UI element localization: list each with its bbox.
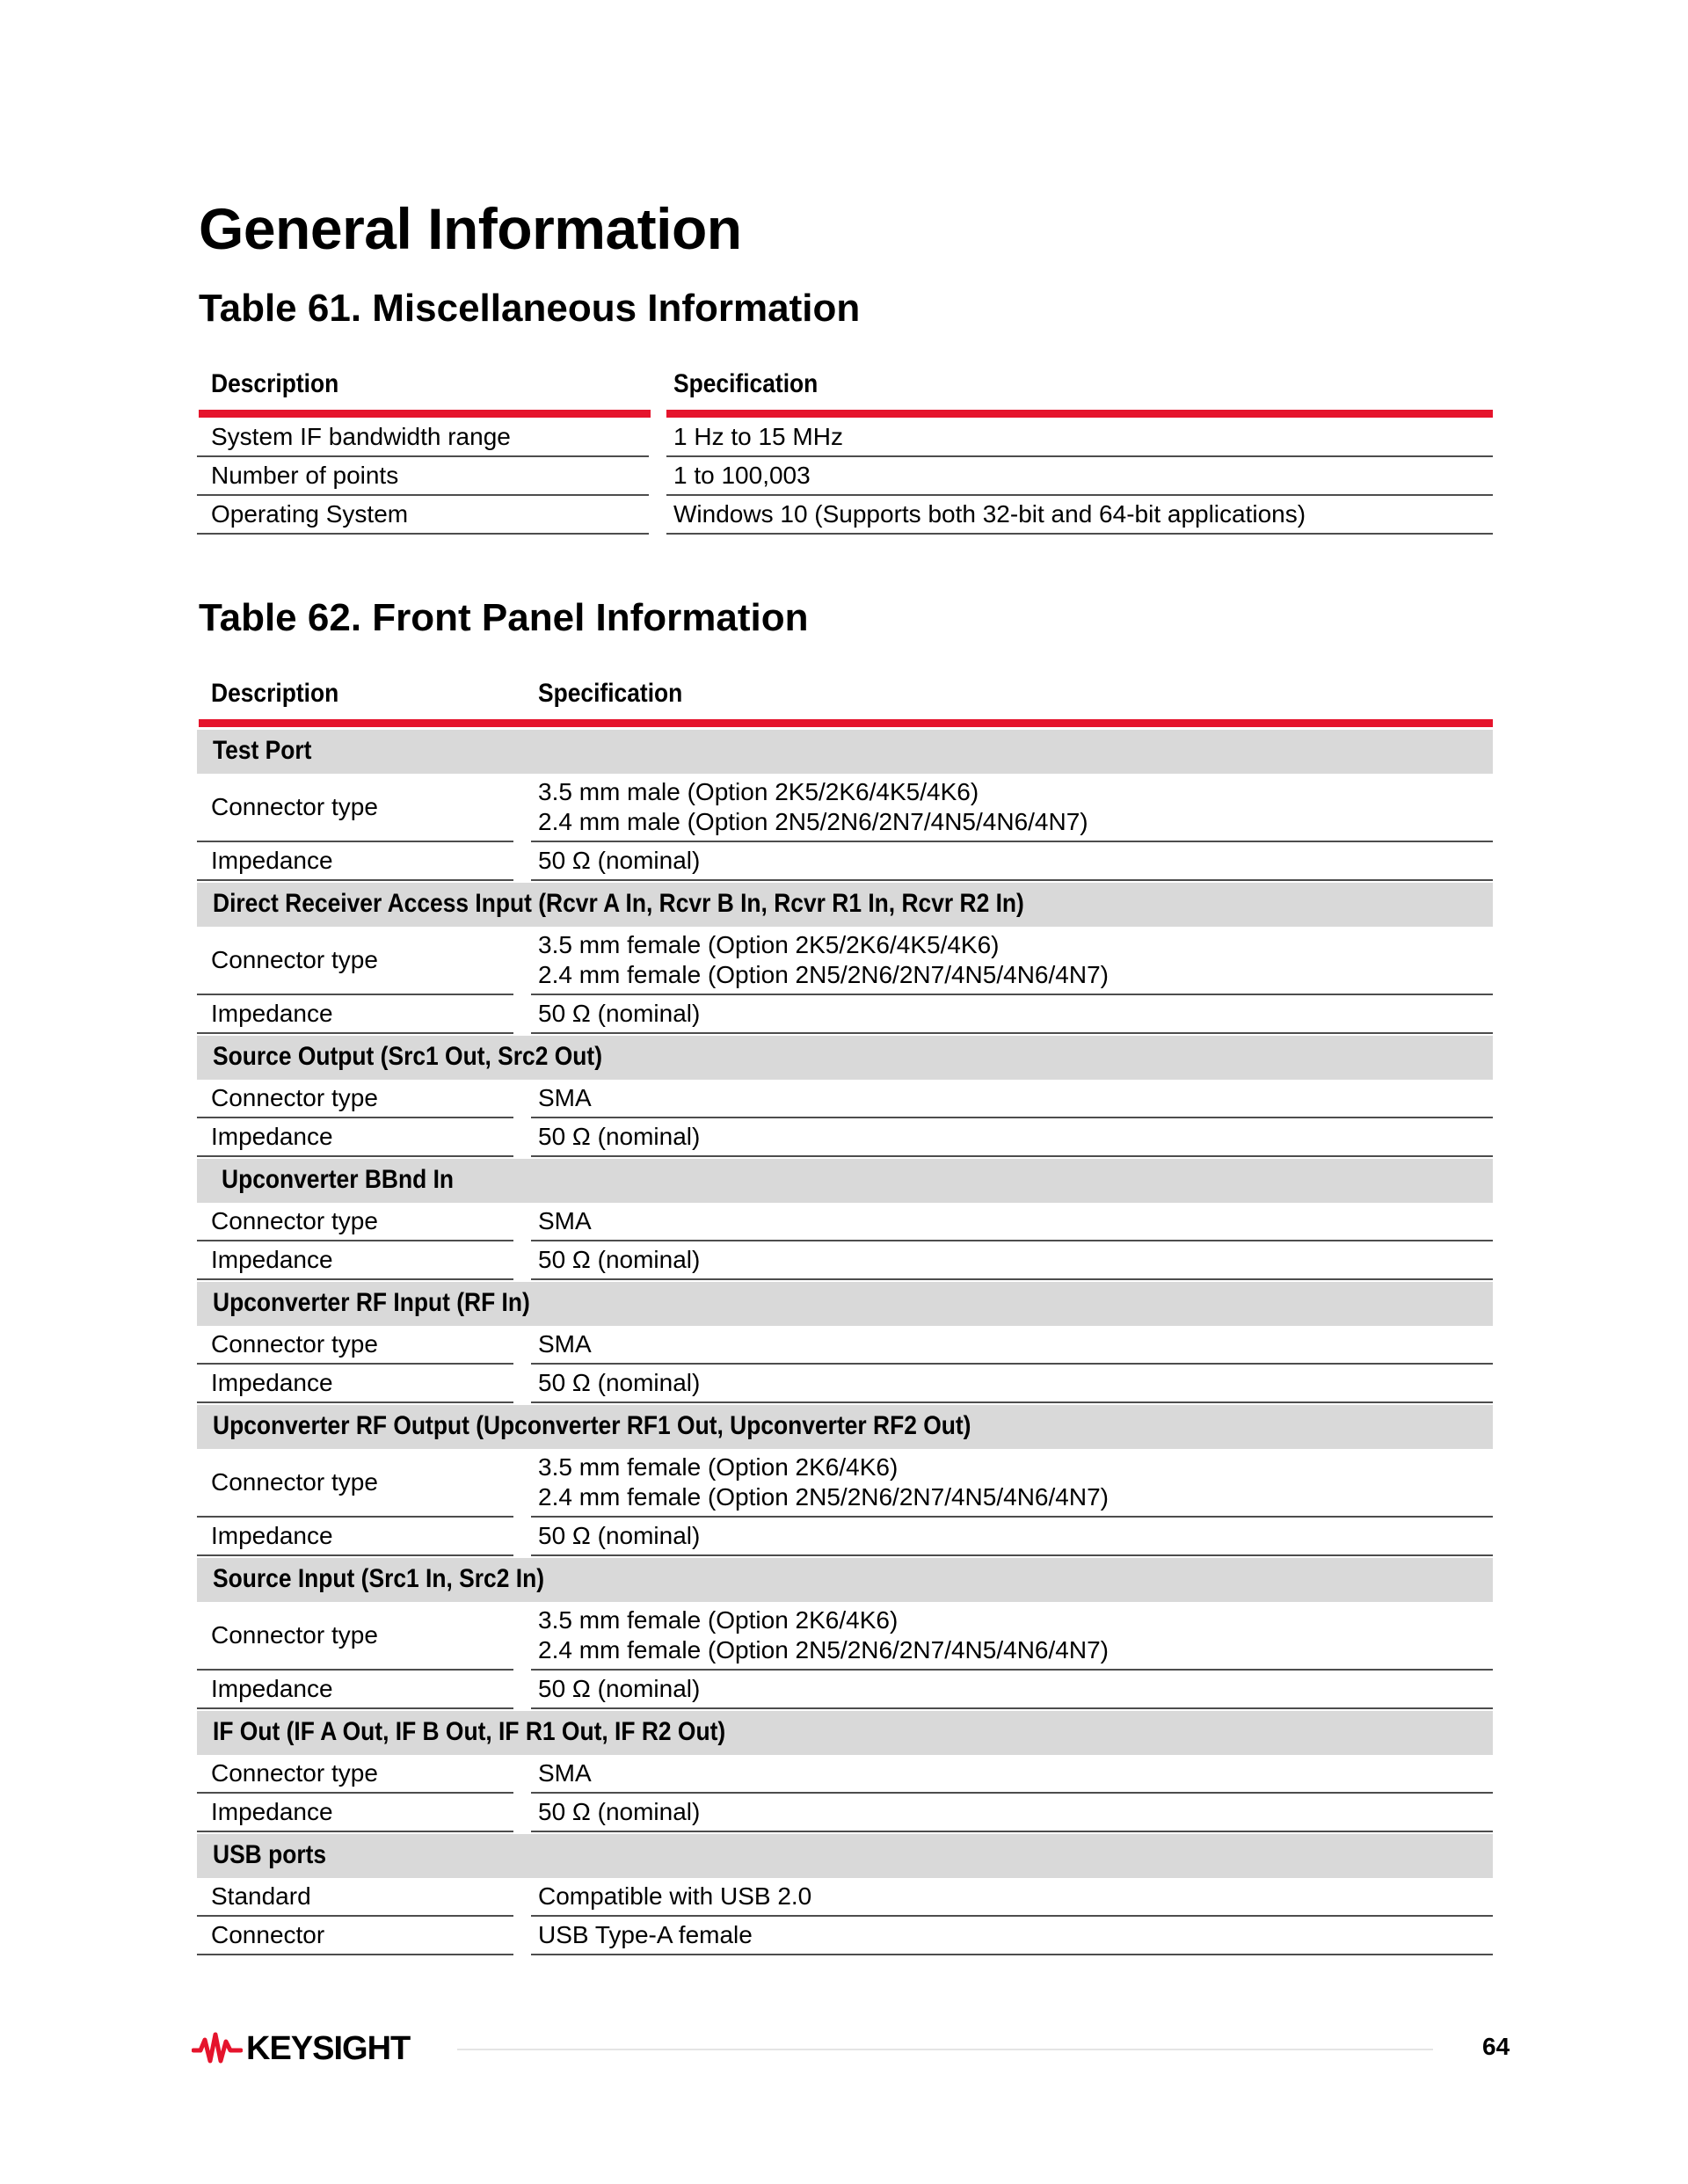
section-title: Upconverter RF Output (Upconverter RF1 Out, Upconverter RF2 Out) [213, 1411, 971, 1440]
keysight-logo [192, 2022, 410, 2075]
row-specification-cell [531, 1602, 1493, 1671]
row-description-cell [197, 1365, 513, 1403]
page-number: 64 [1482, 2033, 1510, 2060]
row-description: Impedance [211, 1369, 333, 1396]
header-description: Description [211, 369, 339, 398]
row-description: Impedance [211, 1798, 333, 1825]
row-description: Connector type [211, 1084, 378, 1111]
row-specification-cell [666, 419, 1493, 457]
section-title: USB ports [213, 1840, 327, 1869]
row-description-cell [197, 1878, 513, 1917]
row-description-cell [197, 1602, 513, 1671]
section-header [197, 1558, 1493, 1602]
section-title: Source Input (Src1 In, Src2 In) [213, 1564, 545, 1593]
table-row [197, 1794, 1493, 1832]
table-row [197, 1518, 1493, 1556]
table-row [197, 1449, 1493, 1518]
section-title: Source Output (Src1 Out, Src2 Out) [213, 1042, 602, 1071]
section-header [197, 1834, 1493, 1878]
row-specification-cell [666, 457, 1493, 496]
row-description: Connector type [211, 1468, 378, 1496]
section-title: Upconverter RF Input (RF In) [213, 1288, 530, 1317]
section-title: Test Port [213, 736, 312, 765]
row-description: Number of points [211, 462, 399, 489]
row-description-cell [197, 1917, 513, 1955]
section-header [197, 1711, 1493, 1755]
table-row [197, 1878, 1493, 1917]
row-description-cell [197, 1671, 513, 1709]
section-header [197, 730, 1493, 774]
row-specification-line-2: 2.4 mm female (Option 2N5/2N6/2N7/4N5/4N6/4N7) [538, 1483, 1109, 1511]
row-description-cell [197, 995, 513, 1034]
table-row [197, 1671, 1493, 1709]
row-specification-cell [531, 1241, 1493, 1280]
table-row [197, 1602, 1493, 1671]
header-rule [199, 719, 1493, 727]
row-description-cell [197, 927, 513, 995]
row-specification-cell [531, 1203, 1493, 1241]
row-specification: SMA [538, 1759, 592, 1787]
row-description-cell [197, 496, 649, 535]
table-row [197, 419, 1493, 457]
row-specification-cell [666, 496, 1493, 535]
row-description: Operating System [211, 500, 409, 528]
table-row [197, 1755, 1493, 1794]
row-specification-line-2: 2.4 mm male (Option 2N5/2N6/2N7/4N5/4N6/4N7) [538, 808, 1088, 835]
row-specification: 50 Ω (nominal) [538, 1369, 701, 1396]
table-row [197, 1203, 1493, 1241]
row-specification: 1 to 100,003 [673, 462, 811, 489]
section-header [197, 1036, 1493, 1080]
row-description: Impedance [211, 1000, 333, 1027]
keysight-wave-icon [192, 2031, 243, 2066]
table-61-header [197, 364, 1493, 410]
row-specification-cell [531, 1917, 1493, 1955]
table-row [197, 1241, 1493, 1280]
row-description-cell [197, 1203, 513, 1241]
row-specification: 3.5 mm male (Option 2K5/2K6/4K5/4K6) [538, 778, 979, 805]
row-description: Impedance [211, 847, 333, 874]
section-title: IF Out (IF A Out, IF B Out, IF R1 Out, IF R2 Out) [213, 1717, 726, 1746]
row-description: Connector type [211, 793, 378, 820]
row-description: Impedance [211, 1246, 333, 1273]
row-specification-cell [531, 1080, 1493, 1118]
row-specification: 3.5 mm female (Option 2K6/4K6) [538, 1606, 899, 1634]
table-row [197, 774, 1493, 842]
table-row [197, 457, 1493, 496]
row-description-cell [197, 1326, 513, 1365]
row-description-cell [197, 1118, 513, 1157]
table-row [197, 1118, 1493, 1157]
brand-name: KEYSIGHT [246, 2029, 411, 2067]
row-specification-cell [531, 1794, 1493, 1832]
row-description: Impedance [211, 1675, 333, 1702]
row-description: Connector type [211, 1330, 378, 1358]
row-specification: Windows 10 (Supports both 32-bit and 64-bit applications) [673, 500, 1306, 528]
page-title: General Information [199, 196, 742, 261]
header-specification: Specification [673, 369, 819, 398]
row-description: Connector type [211, 1759, 378, 1787]
table-62 [197, 673, 1493, 1955]
row-specification-cell [531, 1326, 1493, 1365]
row-specification: 50 Ω (nominal) [538, 1246, 701, 1273]
row-description-cell [197, 1794, 513, 1832]
page-footer [192, 2022, 1528, 2075]
header-rule [666, 410, 1493, 418]
row-specification-cell [531, 1449, 1493, 1518]
table-62-title: Table 62. Front Panel Information [199, 596, 809, 639]
row-description: Connector type [211, 1207, 378, 1234]
row-specification-cell [531, 1118, 1493, 1157]
row-specification-cell [531, 842, 1493, 881]
row-description-cell [197, 1080, 513, 1118]
row-description-cell [197, 842, 513, 881]
table-row [197, 1326, 1493, 1365]
row-description: System IF bandwidth range [211, 423, 511, 450]
section-header [197, 883, 1493, 927]
row-specification-cell [531, 774, 1493, 842]
table-61-title: Table 61. Miscellaneous Information [199, 287, 861, 330]
row-specification: SMA [538, 1330, 592, 1358]
row-specification-line-2: 2.4 mm female (Option 2N5/2N6/2N7/4N5/4N6/4N7) [538, 961, 1109, 988]
footer-rule [457, 2049, 1433, 2050]
row-specification: 3.5 mm female (Option 2K6/4K6) [538, 1453, 899, 1481]
row-specification-cell [531, 1755, 1493, 1794]
row-specification-cell [531, 1365, 1493, 1403]
row-description: Impedance [211, 1522, 333, 1549]
row-specification-cell [531, 1671, 1493, 1709]
row-specification: 50 Ω (nominal) [538, 1123, 701, 1150]
row-description-cell [197, 1241, 513, 1280]
row-description-cell [197, 1755, 513, 1794]
table-row [197, 496, 1493, 535]
row-specification: 3.5 mm female (Option 2K5/2K6/4K5/4K6) [538, 931, 1000, 958]
row-specification: SMA [538, 1207, 592, 1234]
row-description-cell [197, 457, 649, 496]
row-specification-cell [531, 927, 1493, 995]
table-row [197, 927, 1493, 995]
row-description: Impedance [211, 1123, 333, 1150]
section-header [197, 1405, 1493, 1449]
row-description: Standard [211, 1882, 311, 1910]
section-header [197, 1282, 1493, 1326]
row-description-cell [197, 419, 649, 457]
header-rule [199, 410, 651, 418]
row-specification: 50 Ω (nominal) [538, 847, 701, 874]
row-specification: SMA [538, 1084, 592, 1111]
row-specification-cell [531, 995, 1493, 1034]
row-description: Connector type [211, 1621, 378, 1649]
row-specification: Compatible with USB 2.0 [538, 1882, 812, 1910]
row-description: Connector type [211, 946, 378, 973]
row-specification-cell [531, 1518, 1493, 1556]
row-specification: 50 Ω (nominal) [538, 1000, 701, 1027]
row-specification: 50 Ω (nominal) [538, 1522, 701, 1549]
table-row [197, 1080, 1493, 1118]
header-description: Description [211, 679, 339, 708]
row-specification: 50 Ω (nominal) [538, 1798, 701, 1825]
header-specification: Specification [538, 679, 683, 708]
row-description-cell [197, 1449, 513, 1518]
row-specification-cell [531, 1878, 1493, 1917]
row-description-cell [197, 774, 513, 842]
section-title: Direct Receiver Access Input (Rcvr A In, Rcvr B In, Rcvr R1 In, Rcvr R2 In) [213, 889, 1024, 918]
section-title: Upconverter BBnd In [222, 1165, 455, 1194]
row-specification: 50 Ω (nominal) [538, 1675, 701, 1702]
row-specification: USB Type-A female [538, 1921, 753, 1948]
row-description-cell [197, 1518, 513, 1556]
row-specification: 1 Hz to 15 MHz [673, 423, 843, 450]
table-row [197, 1365, 1493, 1403]
table-row [197, 842, 1493, 881]
section-header [197, 1159, 1493, 1203]
table-62-header [197, 673, 1493, 719]
row-specification-line-2: 2.4 mm female (Option 2N5/2N6/2N7/4N5/4N6/4N7) [538, 1636, 1109, 1663]
table-row [197, 995, 1493, 1034]
table-row [197, 1917, 1493, 1955]
row-description: Connector [211, 1921, 325, 1948]
table-61 [197, 364, 1493, 535]
